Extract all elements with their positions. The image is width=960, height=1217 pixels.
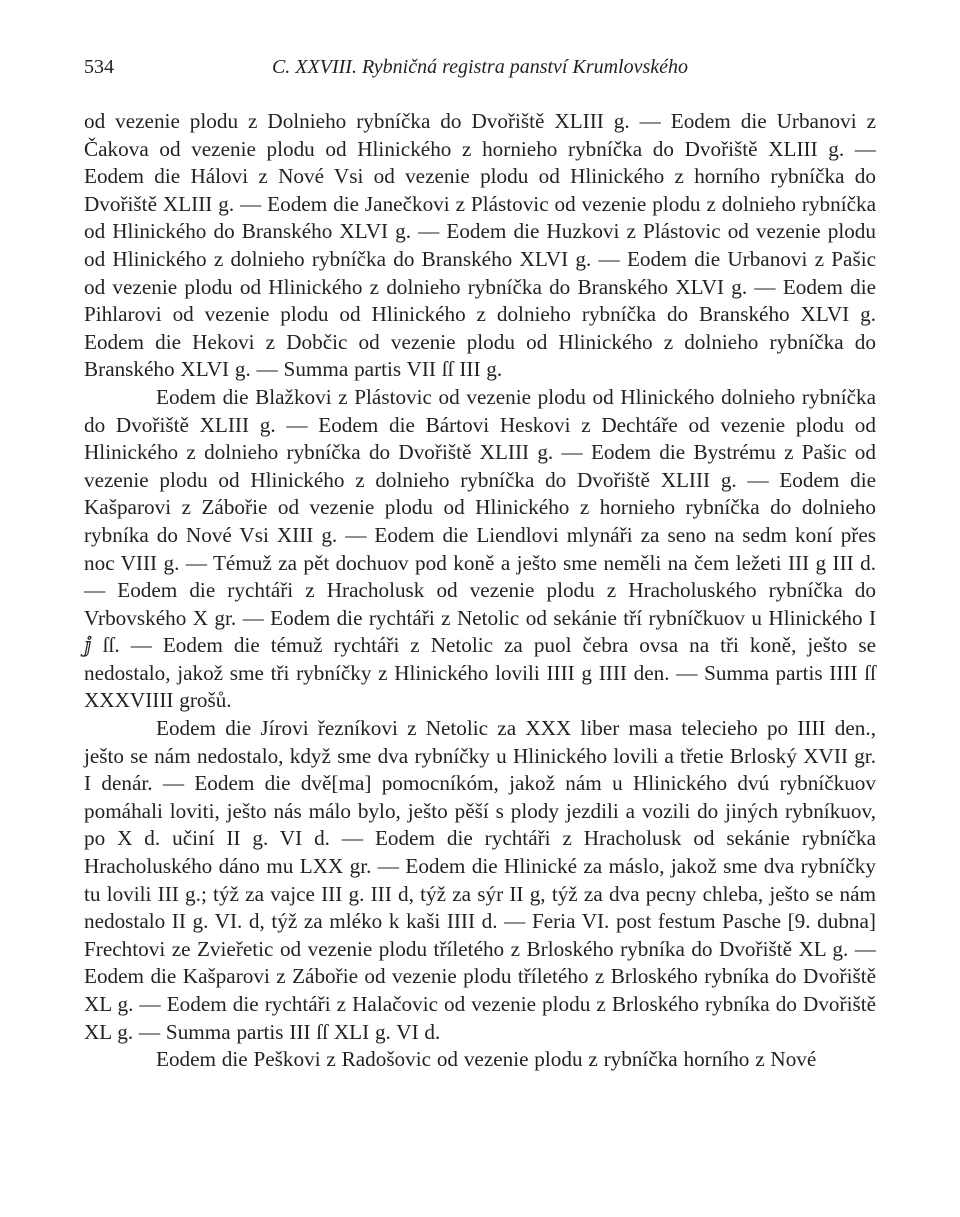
paragraph-1: od vezenie plodu z Dolnieho rybníčka do Dvořiště XLIII g. — Eodem die Urbanovi z Čakova od vezenie plodu od Hlinického z hornieho rybníčka do Dvořiště XLIII g. — Eodem die Hálovi z Nové Vsi od vezenie plodu od Hlinického z horního rybníčka do Dvořiště XLIII g. — Eodem die Janečkovi z Plástovic od vezenie plodu z dolnieho rybníčka od Hlinického do Branského XLVI g. — Eodem die Huzkovi z Plástovic od vezenie plodu od Hlinického z dolnieho rybníčka do Branského XLVI g. — Eodem die Urbanovi z Pašic od vezenie plodu od Hlinického z dolnieho rybníčka do Branského XLVI g. — Eodem die Pihlarovi od vezenie plodu od Hlinického z dolnieho rybníčka do Branského XLVI g. Eodem die Hekovi z Dobčic od vezenie plodu od Hlinického z dolnieho rybníčka do Branského XLVI g. — Summa partis VII ſſ III g.	[84, 109, 876, 382]
document-page	[84, 56, 876, 1074]
running-head	[84, 56, 876, 90]
page-number: 534	[84, 56, 114, 78]
header-title: C. XXVIII. Rybničná registra panství Krumlovského	[271, 56, 689, 78]
paragraph-3: Eodem die Jírovi řezníkovi z Netolic za XXX liber masa telecieho po IIII den., ješto se nám nedostalo, když sme dva rybníčky u Hlinického lovili a třetie Brloský XVII gr. I denár. — Eodem die dvě[ma] pomocníkóm, jakož nám u Hlinického dvú rybníčkuov pomáhali loviti, ješto nás málo bylo, ješto pěší s plody jezdili a vozili do jiných rybníkuov, po X d. učiní II g. VI d. — Eodem die rychtáři z Hracholusk od sekánie rybníčka Hracholuského dáno mu LXX gr. — Eodem die Hlinické za máslo, jakož sme dva rybníčky tu lovili III g.; týž za vajce III g. III d, týž za sýr II g, týž za dva pecny chleba, ješto se nám nedostalo II g. VI. d, týž za mléko k kaši IIII d. — Feria VI. post festum Pasche [9. dubna] Frechtovi ze Zvieřetic od vezenie plodu tříletého z Brloského rybníka do Dvořiště XL g. — Eodem die Kašparovi z Zábořie od vezenie plodu tříletého z Brloského rybníka do Dvořiště XL g. — Eodem die rychtáři z Halačovic od vezenie plodu z Brloského rybníka do Dvořiště XL g. — Summa partis III ſſ XLI g. VI d.	[84, 716, 876, 1044]
paragraph-2: Eodem die Blažkovi z Plástovic od vezenie plodu od Hlinického dolnieho rybníčka do Dvořiště XLIII g. — Eodem die Bártovi Heskovi z Dechtáře od vezenie plodu od Hlinického z dolnieho rybníčka do Dvořiště XLIII g. — Eodem die Bystrému z Pašic od vezenie plodu od Hlinického z dolnieho rybníčka do Dvořiště XLIII g. — Eodem die Kašparovi z Zábořie od vezenie plodu od Hlinického z hornieho rybníčka do dolnieho rybníka do Nové Vsi XIII g. — Eodem die Liendlovi mlynáři za seno na sedm koní přes noc VIII g. — Témuž za pět dochuov pod koně a ješto sme neměli na čem ležeti III g III d. — Eodem die rychtáři z Hracholusk od vezenie plodu z Hracholuského rybníčka do Vrbovského X gr. — Eodem die rychtáři z Netolic od sekánie tří rybníčkuov u Hlinického I ⅉ ſſ. — Eodem die témuž rychtáři z Netolic za puol čebra ovsa na tři koně, ješto se nedostalo, jakož sme tři rybníčky z Hlinického lovili IIII g IIII den. — Summa partis IIII ſſ XXXVIIII grošů.	[84, 384, 876, 713]
text-body	[84, 108, 876, 1074]
paragraph-4: Eodem die Peškovi z Radošovic od vezenie plodu z rybníčka horního z Nové	[156, 1047, 817, 1072]
